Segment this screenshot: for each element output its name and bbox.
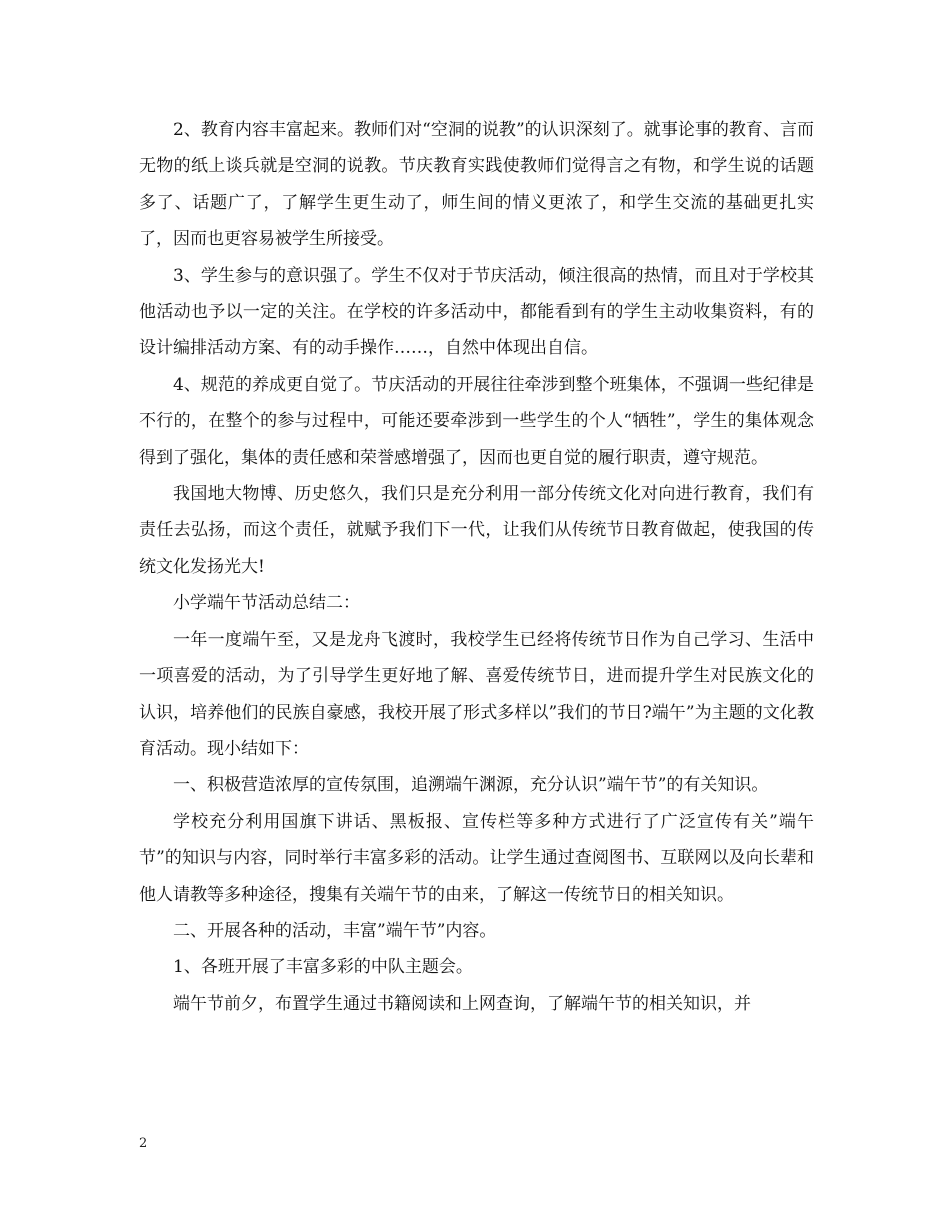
section-heading-one: 一、积极营造浓厚的宣传氛围，追溯端午渊源，充分认识”端午节”的有关知识。 — [173, 775, 769, 796]
document-body — [139, 112, 814, 1022]
paragraph-education-content: 2、教育内容丰富起来。教师们对“空洞的说教”的认识深刻了。就事论事的教育、言而无物的纸上谈兵就是空洞的说教。节庆教育实践使教师们觉得言之有物，和学生说的话题多了、话题广了，了解学生更生动了，师生间的情义更浓了，和学生交流的基础更扎实了，因而也更容易被学生所接受。 — [139, 120, 814, 250]
section-heading-summary-two: 小学端午节活动总结二： — [173, 593, 360, 614]
paragraph-festival-eve: 端午节前夕，布置学生通过书籍阅读和上网查询，了解端午节的相关知识，并 — [173, 993, 751, 1014]
paragraph-student-participation: 3、学生参与的意识强了。学生不仅对于节庆活动，倾注很高的热情，而且对于学校其他活动也予以一定的关注。在学校的许多活动中，都能看到有的学生主动收集资料，有的设计编排活动方案、有的动手操作……，自然中体现出自信。 — [139, 265, 814, 359]
section-heading-two: 二、开展各种的活动，丰富”端午节”内容。 — [173, 920, 497, 941]
paragraph-dragon-boat-intro: 一年一度端午至，又是龙舟飞渡时，我校学生已经将传统节日作为自己学习、生活中一项喜爱的活动，为了引导学生更好地了解、喜爱传统节日，进而提升学生对民族文化的认识，培养他们的民族自豪感，我校开展了形式多样以”我们的节日?端午”为主题的文化教育活动。现小结如下： — [139, 629, 814, 759]
paragraph-publicity: 学校充分利用国旗下讲话、黑板报、宣传栏等多种方式进行了广泛宣传有关”端午节”的知识与内容，同时举行丰富多彩的活动。让学生通过查阅图书、互联网以及向长辈和他人请教等多种途径，搜集有关端午节的由来，了解这一传统节日的相关知识。 — [139, 811, 814, 905]
paragraph-discipline: 4、规范的养成更自觉了。节庆活动的开展往往牵涉到整个班集体，不强调一些纪律是不行的，在整个的参与过程中，可能还要牵涉到一些学生的个人“牺牲”，学生的集体观念得到了强化，集体的责任感和荣誉感增强了，因而也更自觉的履行职责，遵守规范。 — [139, 374, 814, 468]
paragraph-tradition: 我国地大物博、历史悠久，我们只是充分利用一部分传统文化对向进行教育，我们有责任去弘扬，而这个责任，就赋予我们下一代，让我们从传统节日教育做起，使我国的传统文化发扬光大! — [139, 484, 814, 577]
page-number: 2 — [139, 1136, 148, 1151]
subheading-class-meetings: 1、各班开展了丰富多彩的中队主题会。 — [173, 957, 473, 978]
